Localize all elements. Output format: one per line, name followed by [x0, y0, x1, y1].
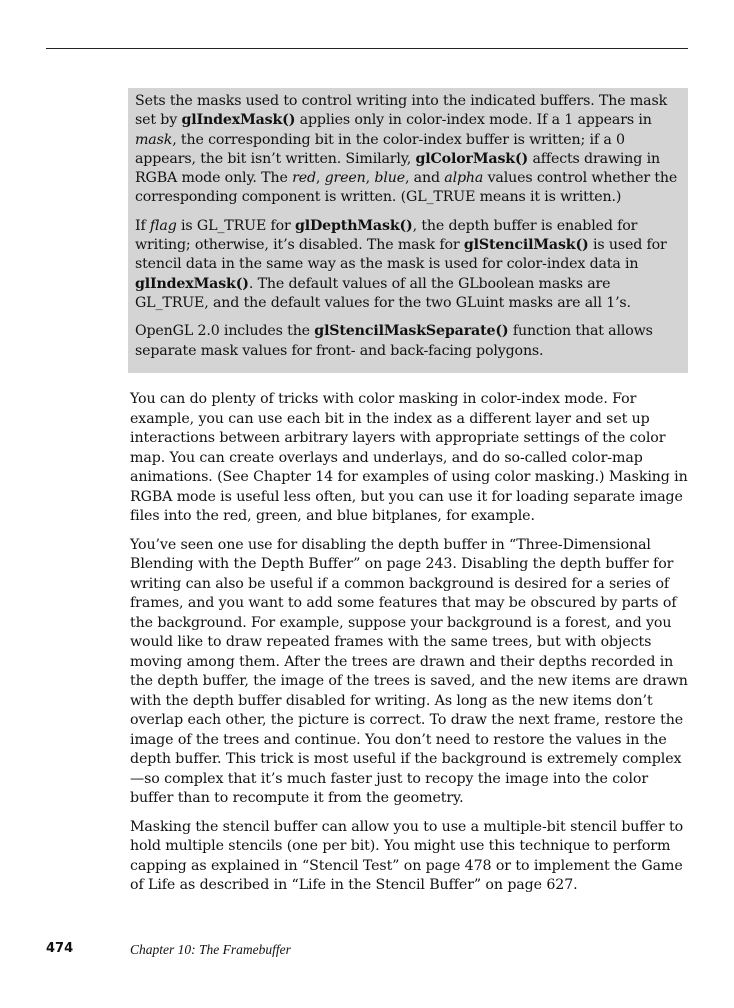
parameter-name: flag — [149, 217, 177, 234]
function-name: glIndexMask() — [135, 275, 249, 292]
body-text — [130, 390, 690, 905]
body-paragraph-3: Masking the stencil buffer can allow you to use a multiple-bit stencil buffer to hold multiple stencils (one per bit). You might use this technique to perform capping as explained in “Stencil Test” on page 478 or to implement the Game of Life as described in “Life in the Stencil Buffer” on page 627. — [130, 818, 684, 893]
chapter-title: Chapter 10: The Framebuffer — [130, 942, 291, 957]
function-name: glIndexMask() — [181, 112, 296, 129]
parameter-name: green — [324, 170, 366, 187]
header-rule — [46, 48, 688, 49]
mask-description-paragraph: Sets the masks used to control writing into the indicated buffers. The mask set by glIndexMask() applies only in color-index mode. If a 1 appears in mask, the corresponding bit in the color-index buffer is written; if a 0 appears, the bit isn’t written. Similarly, glColorMask() affects drawing in RGBA mode only. The red, green, blue, and alpha values control whether the corresponding component is written. (GL_TRUE means it is written.) — [135, 93, 678, 206]
function-name: glColorMask() — [415, 150, 529, 167]
parameter-name: mask — [135, 131, 173, 148]
depth-stencil-paragraph: If flag is GL_TRUE for glDepthMask(), the depth buffer is enabled for writing; otherwise, it’s disabled. The mask for glStencilMask() is used for stencil data in the same way as the mask is used for color-index data in glIndexMask(). The default values of all the GLboolean masks are GL_TRUE, and the default values for the two GLuint masks are all 1’s. — [135, 217, 667, 311]
function-name: glDepthMask() — [295, 217, 413, 234]
body-paragraph-1: You can do plenty of tricks with color masking in color-index mode. For example, you can use each bit in the index as a different layer and set up interactions between arbitrary layers with appropriate settings of the color map. You can create overlays and underlays, and do so-called color-map animations. (See Chapter 14 for examples of using color masking.) Masking in RGBA mode is useful less often, but you can use it for loading separate image files into the red, green, and blue bitplanes, for example. — [130, 391, 688, 524]
body-paragraph-2: You’ve seen one use for disabling the depth buffer in “Three-Dimensional Blending with the Depth Buffer” on page 243. Disabling the depth buffer for writing can also be useful if a common background is desired for a series of frames, and you want to add some features that may be obscured by parts of the background. For example, suppose your background is a forest, and you would like to draw repeated frames with the same trees, but with objects moving among them. After the trees are drawn and their depths recorded in the depth buffer, the image of the trees is saved, and the new items are drawn with the depth buffer disabled for writing. As long as the new items don’t overlap each other, the picture is correct. To draw the next frame, restore the image of the trees and continue. You don’t need to restore the values in the depth buffer. This trick is most useful if the background is extremely complex—so complex that it’s much faster just to recopy the image into the color buffer than to recompute it from the geometry. — [130, 536, 688, 806]
function-name: glStencilMaskSeparate() — [314, 323, 509, 340]
opengl-note-paragraph: OpenGL 2.0 includes the glStencilMaskSeparate() function that allows separate mask values for front- and back-facing polygons. — [135, 323, 653, 359]
function-description-box — [128, 88, 688, 373]
parameter-name: alpha — [444, 170, 484, 187]
parameter-name: red — [292, 170, 316, 187]
page-number: 474 — [46, 941, 74, 956]
function-name: glStencilMask() — [463, 237, 589, 254]
parameter-name: blue — [374, 170, 405, 187]
